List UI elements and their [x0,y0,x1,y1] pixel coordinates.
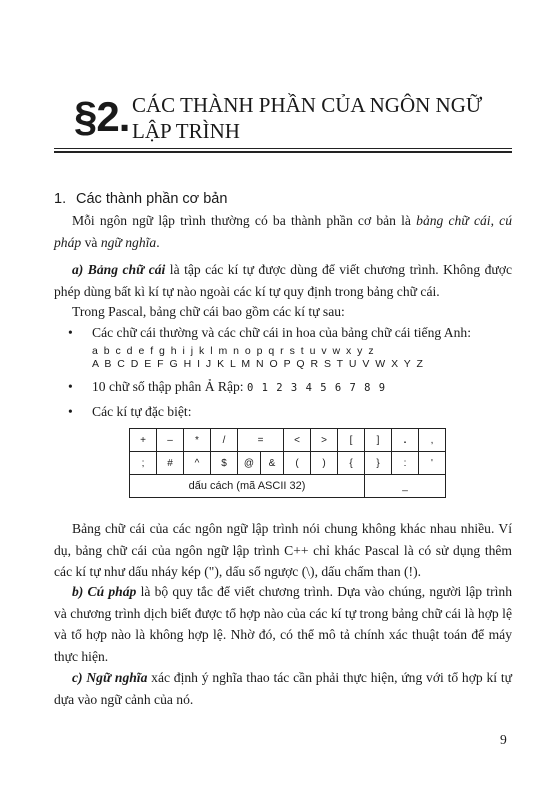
label-alphabet: a) Bảng chữ cái [72,262,166,277]
special-characters-table [129,428,446,498]
subsection-title: Các thành phần cơ bản [76,191,228,207]
table-cell-underscore: _ [365,475,446,498]
digits: 0 1 2 3 4 5 6 7 8 9 [247,382,386,394]
table-cell: * [184,429,211,452]
text-run: Mỗi ngôn ngữ lập trình thường có ba thành phần cơ bản là [72,213,417,228]
text-run: và [81,234,101,250]
subsection-number: 1. [54,191,67,207]
section-number: §2. [74,93,130,140]
paragraph-pascal: Trong Pascal, bảng chữ cái bao gồm các kí tự sau: [72,304,345,319]
term-alphabet: bảng chữ cái [416,213,491,228]
table-cell: : [392,452,419,475]
text-run: 10 chữ số thập phân Ả Rập: [92,379,247,394]
table-row [130,475,446,498]
text-run: . [156,234,160,250]
section-title-line2: LẬP TRÌNH [132,119,240,143]
table-cell: [ [338,429,365,452]
table-cell: ( [284,452,311,475]
table-cell: # [157,452,184,475]
table-cell-space: dấu cách (mã ASCII 32) [130,475,365,498]
uppercase-letters: A B C D E F G H I J K L M N O P Q R S T U V W X Y Z [92,358,424,370]
table-cell: ; [130,452,157,475]
table-cell: ' [419,452,446,475]
table-cell: > [311,429,338,452]
table-cell: & [261,452,284,475]
paragraph-alphabet [54,259,512,302]
table-row [130,429,446,452]
table-cell: ^ [184,452,211,475]
bullet-dot: • [68,325,73,340]
table-cell: / [211,429,238,452]
table-cell: } [365,452,392,475]
text-run: , [490,213,500,228]
table-cell: , [419,429,446,452]
table-cell: ] [365,429,392,452]
bullet-text: Các kí tự đặc biệt: [92,404,192,419]
text-run: là bộ quy tắc để viết chương trình. Dựa vào chúng, người lập trình và chương trình dịch biết được tổ hợp nào của các kí tự trong bảng chữ cái là hợp lệ và tổ hợp nào là không hợp lệ. Nhờ đó, có thể mô tả chính xác thuật toán để máy thực hiện. [54,584,512,664]
subsection-heading [54,191,227,207]
section-title-line1: CÁC THÀNH PHẦN CỦA NGÔN NGỮ [132,93,483,117]
lowercase-letters: a b c d e f g h i j k l m n o p q r s t u v w x y z [92,345,375,357]
text-run: là tập các kí tự được dùng để viết chương trình. Không được phép dùng bất kì kí tự nào ngoài các kí tự quy định trong bảng chữ cái. [54,262,512,299]
paragraph-cpp: Bảng chữ cái của các ngôn ngữ lập trình nói chung không khác nhau nhiều. Ví dụ, bảng chữ cái của ngôn ngữ lập trình C++ chỉ khác Pascal là có sử dụng thêm các kí tự như dấu nháy kép ("), dấu sổ ngược (\), dấu chấm than (!). [54,521,512,579]
table-cell: . [392,429,419,452]
table-cell: < [284,429,311,452]
term-syntax: cú pháp [54,213,513,250]
term-semantics: ngữ nghĩa [100,234,157,250]
title-rule-thick [54,151,512,153]
section-title [132,92,482,144]
table-cell: { [338,452,365,475]
table-cell: ) [311,452,338,475]
label-syntax: b) Cú pháp [72,584,137,599]
table-cell: – [157,429,184,452]
label-semantics: c) Ngữ nghĩa [72,670,148,685]
table-cell: @ [238,452,261,475]
bullet-dot: • [68,404,73,419]
table-row [130,452,446,475]
text-run: xác định ý nghĩa thao tác cần phải thực hiện, ứng với tổ hợp kí tự dựa vào ngữ cảnh của nó. [54,670,512,707]
bullet-text [92,376,385,400]
page-number: 9 [500,732,507,747]
paragraph-semantics [54,667,512,710]
table-cell: = [238,429,284,452]
paragraph-syntax [54,581,512,667]
bullet-text: Các chữ cái thường và các chữ cái in hoa của bảng chữ cái tiếng Anh: [92,325,471,340]
paragraph-intro [54,210,512,253]
bullet-dot: • [68,379,73,394]
title-rule-thin [54,148,512,149]
table-cell: + [130,429,157,452]
table-cell: $ [211,452,238,475]
